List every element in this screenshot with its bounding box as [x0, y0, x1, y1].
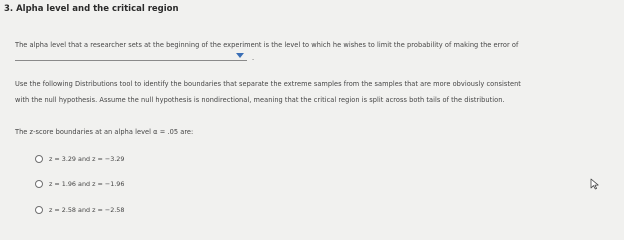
- option-label: z = 1.96 and z = −1.96: [49, 180, 125, 188]
- chevron-down-icon[interactable]: [236, 53, 244, 58]
- question-prompt: The z-score boundaries at an alpha level α = .05 are:: [15, 128, 194, 136]
- instructions-line-1: Use the following Distributions tool to identify the boundaries that separate the extreme samples from the samples that are more obviously consistent: [15, 80, 521, 88]
- radio-button-icon[interactable]: [35, 180, 43, 188]
- sentence-period: .: [252, 54, 255, 62]
- mouse-pointer-icon: [590, 178, 600, 190]
- instructions-line-2: with the null hypothesis. Assume the null hypothesis is nondirectional, meaning that the critical region is split across both tails of the distribution.: [15, 96, 505, 104]
- question-title: 3. Alpha level and the critical region: [4, 4, 179, 14]
- option-label: z = 3.29 and z = −3.29: [49, 155, 125, 163]
- option-label: z = 2.58 and z = −2.58: [49, 206, 125, 214]
- radio-button-icon[interactable]: [35, 155, 43, 163]
- question-sentence: The alpha level that a researcher sets at the beginning of the experiment is the level to which he wishes to limit the probability of making the error of: [15, 41, 519, 49]
- answer-dropdown[interactable]: [15, 52, 247, 61]
- radio-button-icon[interactable]: [35, 206, 43, 214]
